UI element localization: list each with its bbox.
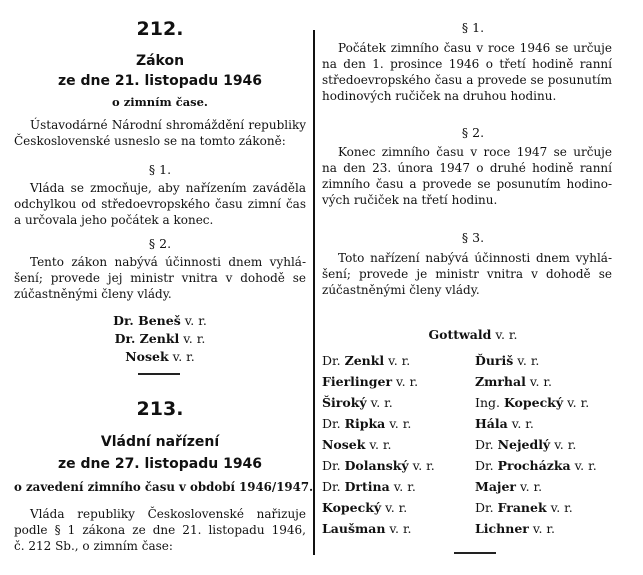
signature-name: Fierlinger <box>322 374 393 389</box>
decree-section-1-line: hodinových ručiček na druhou hodinu. <box>322 89 557 103</box>
signature-suffix: v. r. <box>184 313 207 328</box>
signature-row <box>475 476 625 497</box>
signatures-left-list <box>322 350 472 539</box>
law-number: 212. <box>136 18 184 40</box>
signature-suffix: v. r. <box>389 521 412 536</box>
signature-row <box>475 518 625 539</box>
signature-row <box>475 497 625 518</box>
signature-name: Nosek <box>125 349 169 364</box>
signature-suffix: v. r. <box>550 500 573 515</box>
signature-name: Drtina <box>344 479 390 494</box>
signature-row <box>322 497 472 518</box>
signature-suffix: v. r. <box>574 458 597 473</box>
signature-row <box>475 392 625 413</box>
decree-section-2-heading: § 2. <box>461 125 485 140</box>
signature-row <box>475 350 625 371</box>
decree-preamble-line: podle § 1 zákona ze dne 21. listopadu 1946, <box>14 523 306 537</box>
decree-section-2-line: na den 23. února 1947 o druhé hodině ranní <box>322 161 612 175</box>
signature-suffix: v. r. <box>567 395 590 410</box>
column-divider <box>313 30 315 555</box>
law-signature <box>14 331 306 346</box>
signature-name: Dolanský <box>344 458 409 473</box>
decree-section-1-line: středoevropského času a provede se posunutím <box>322 73 612 87</box>
signature-row <box>322 476 472 497</box>
signature-row <box>322 350 472 371</box>
head-signature <box>322 327 624 342</box>
decree-section-3-line: Toto nařízení nabývá účinnosti dnem vyhlá- <box>338 251 612 265</box>
signature-prefix: Dr. <box>322 416 341 431</box>
law-section-1-line: a určovala jeho počátek a konec. <box>14 213 214 227</box>
decree-section-1-line: Počátek zimního času v roce 1946 se určuje <box>338 41 612 55</box>
signature-prefix: Ing. <box>475 395 500 410</box>
signature-name: Ďuriš <box>475 353 514 368</box>
signatures-right-list <box>475 350 625 539</box>
signature-suffix: v. r. <box>369 437 392 452</box>
signature-prefix: Dr. <box>475 500 494 515</box>
law-section-1-line: odchylkou od středoevropského času zimní čas <box>14 197 306 211</box>
signature-suffix: v. r. <box>511 416 534 431</box>
signature-name: Kopecký <box>503 395 564 410</box>
decree-section-3-line: šení; provede je ministr vnitra v dohodě se <box>322 267 612 281</box>
decree-subject: o zavedení zimního času v období 1946/1947. <box>14 480 314 494</box>
signature-prefix: Dr. <box>322 458 341 473</box>
decree-preamble-line: č. 212 Sb., o zimním čase: <box>14 539 173 553</box>
decree-preamble <box>14 506 306 554</box>
signature-row <box>475 455 625 476</box>
signature-name: Nejedlý <box>497 437 551 452</box>
signature-suffix: v. r. <box>495 327 518 342</box>
signature-row <box>475 413 625 434</box>
decree-section-3-heading: § 3. <box>461 230 485 245</box>
decree-section-2-line: Konec zimního času v roce 1947 se určuje <box>338 145 612 159</box>
signature-suffix: v. r. <box>519 479 543 494</box>
signature-row <box>322 455 472 476</box>
signature-row <box>475 434 625 455</box>
signature-prefix: Dr. <box>475 458 494 473</box>
signature-name: Nosek <box>322 437 366 452</box>
law-section-1-heading: § 1. <box>148 162 172 177</box>
signature-row <box>322 392 472 413</box>
separator-rule <box>138 373 180 375</box>
decree-preamble-line: Vláda republiky Československé nařizuje <box>30 507 306 521</box>
decree-title: Vládní nařízení <box>100 434 220 450</box>
law-signature <box>14 349 306 364</box>
signature-prefix: Dr. <box>475 437 494 452</box>
signature-name: Hála <box>475 416 508 431</box>
signature-suffix: v. r. <box>554 437 577 452</box>
decree-section-3-text <box>322 250 612 298</box>
signature-name: Ripka <box>344 416 386 431</box>
signature-name: Široký <box>322 395 367 410</box>
signature-suffix: v. r. <box>529 374 552 389</box>
decree-number: 213. <box>136 398 184 420</box>
decree-section-3-line: zúčastněnými členy vlády. <box>322 283 480 297</box>
law-title: Zákon <box>135 53 185 69</box>
law-preamble-line: Ústavodárné Národní shromáždění republiky <box>30 118 306 132</box>
signature-prefix: Dr. <box>322 353 341 368</box>
law-subject: o zimním čase. <box>112 95 208 109</box>
signature-name: Kopecký <box>322 500 382 515</box>
signature-suffix: v. r. <box>393 479 416 494</box>
law-section-2-text <box>14 254 306 302</box>
signature-name: Laušman <box>322 521 386 536</box>
signature-name: Dr. Beneš <box>113 313 181 328</box>
decree-section-2-text <box>322 144 612 208</box>
signature-suffix: v. r. <box>183 331 206 346</box>
signature-suffix: v. r. <box>517 353 540 368</box>
decree-section-2-line: zimního času a provede se posunutím hodino- <box>322 177 612 191</box>
law-section-1-text <box>14 180 306 228</box>
law-section-2-line: šení; provede jej ministr vnitra v dohodě se <box>14 271 306 285</box>
signature-name: Franek <box>497 500 547 515</box>
decree-section-1-heading: § 1. <box>461 20 485 35</box>
decree-section-2-line: vých ručiček na třetí hodinu. <box>322 193 498 207</box>
signature-suffix: v. r. <box>412 458 435 473</box>
signature-row <box>475 371 625 392</box>
signature-name: Lichner <box>475 521 529 536</box>
decree-date: ze dne 27. listopadu 1946 <box>57 456 263 472</box>
law-preamble <box>14 117 306 149</box>
decree-section-1-line: na den 1. prosince 1946 o třetí hodině ranní <box>322 57 612 71</box>
signature-suffix: v. r. <box>532 521 555 536</box>
law-signature <box>14 313 306 328</box>
signature-suffix: v. r. <box>388 353 411 368</box>
separator-rule <box>454 552 496 554</box>
signature-name: Gottwald <box>428 327 492 342</box>
law-section-1-line: Vláda se zmocňuje, aby nařízením zaváděla <box>30 181 306 195</box>
signature-suffix: v. r. <box>172 349 195 364</box>
signature-name: Majer <box>475 479 516 494</box>
law-section-2-line: Tento zákon nabývá účinnosti dnem vyhlá- <box>30 255 306 269</box>
signature-prefix: Dr. <box>322 479 341 494</box>
signature-name: Zmrhal <box>475 374 526 389</box>
signature-name: Procházka <box>497 458 571 473</box>
signature-suffix: v. r. <box>370 395 393 410</box>
signature-row <box>322 518 472 539</box>
law-section-2-heading: § 2. <box>148 236 172 251</box>
law-preamble-line: Československé usneslo se na tomto zákoně: <box>14 134 286 148</box>
signature-row <box>322 371 472 392</box>
signature-name: Zenkl <box>344 353 385 368</box>
signature-row <box>322 413 472 434</box>
decree-section-1-text <box>322 40 612 104</box>
signature-name: Dr. Zenkl <box>114 331 180 346</box>
signature-row <box>322 434 472 455</box>
signature-suffix: v. r. <box>396 374 419 389</box>
law-section-2-line: zúčastněnými členy vlády. <box>14 287 172 301</box>
signature-suffix: v. r. <box>389 416 412 431</box>
law-date: ze dne 21. listopadu 1946 <box>57 73 263 89</box>
signature-suffix: v. r. <box>385 500 408 515</box>
